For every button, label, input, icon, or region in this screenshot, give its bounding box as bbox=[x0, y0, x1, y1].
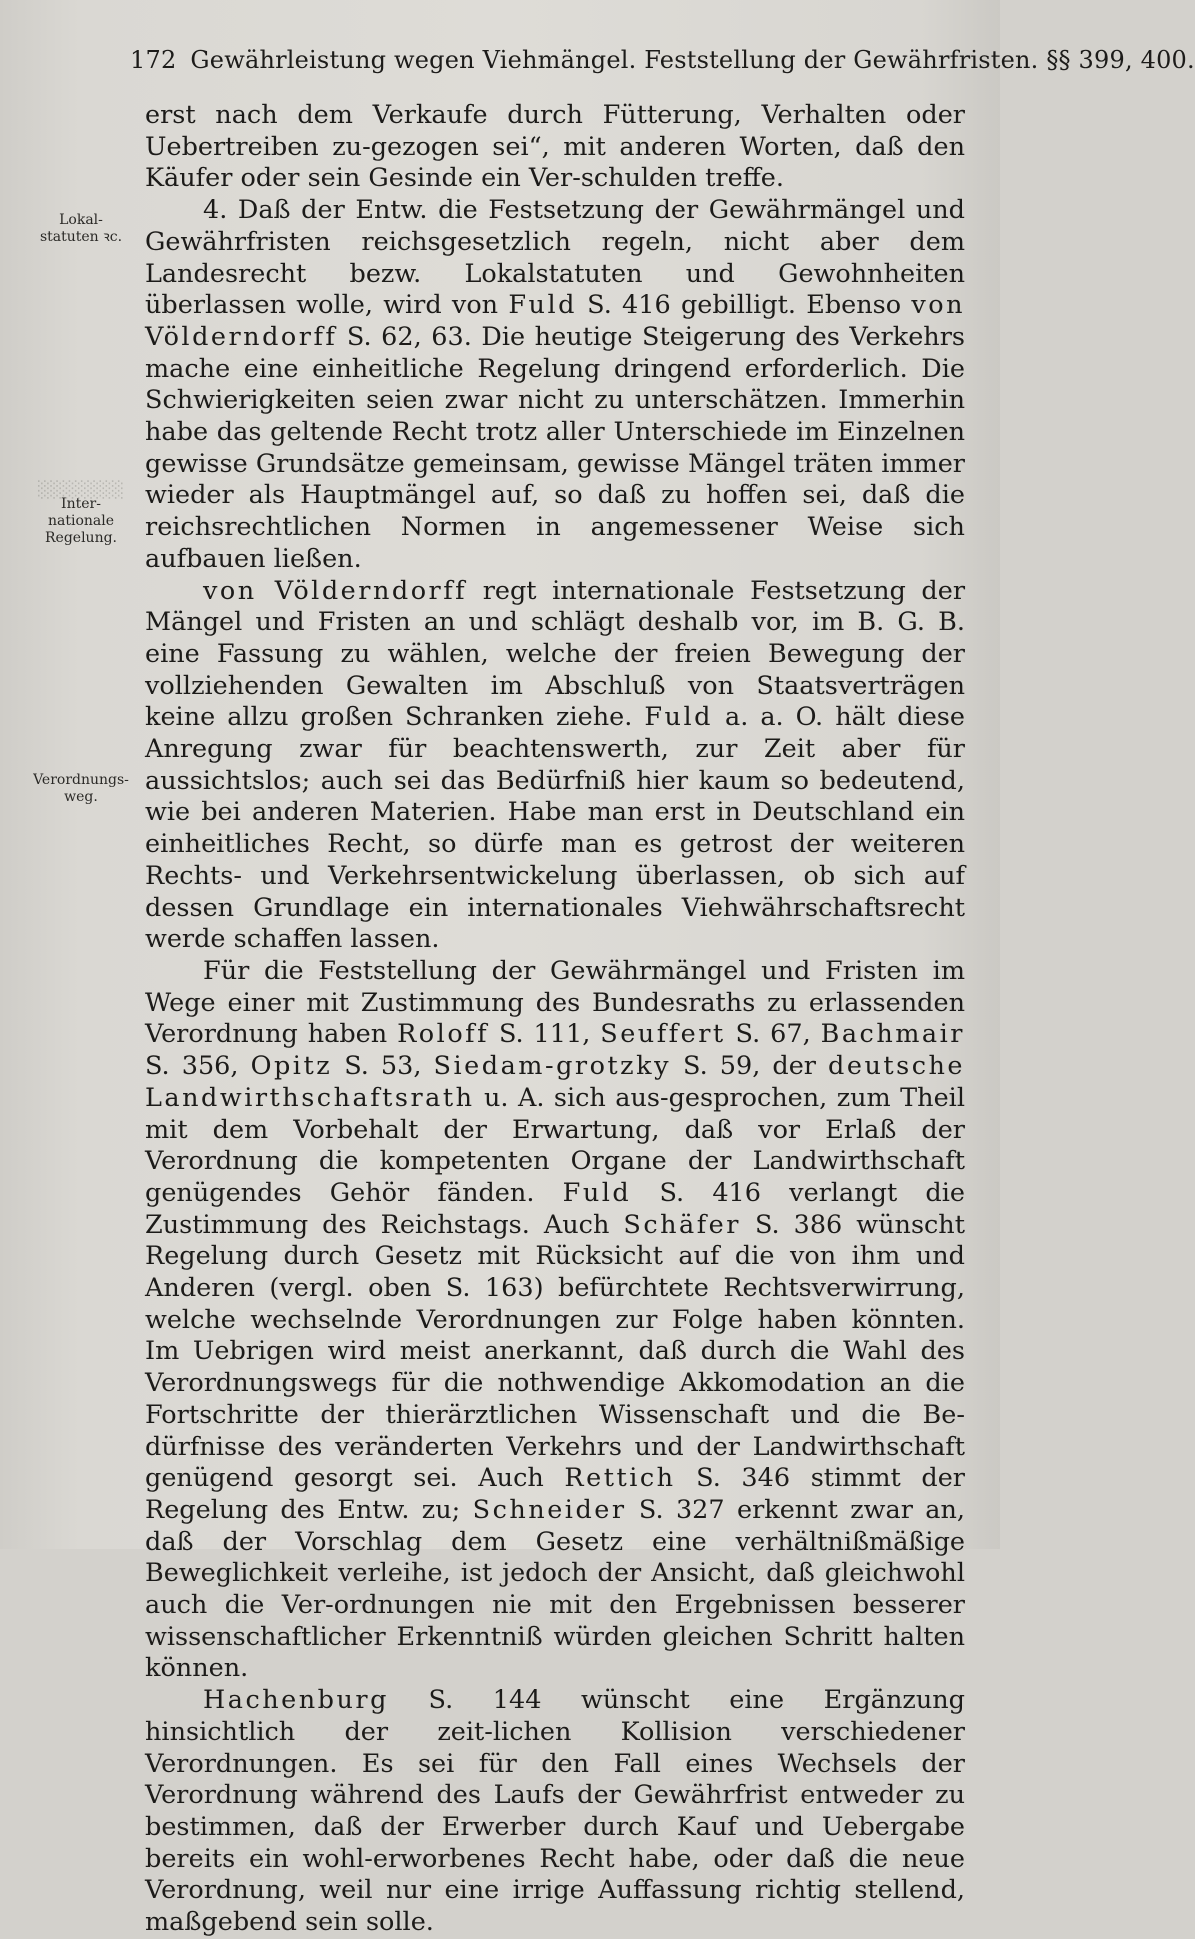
margin-note-lokalstatuten: Lokal- statuten ꝛc. bbox=[39, 212, 123, 245]
author-name: Schneider bbox=[472, 1494, 627, 1525]
paragraph bbox=[145, 100, 965, 195]
text-run: S. 59, der bbox=[670, 1051, 829, 1082]
author-name: Hachenburg bbox=[203, 1685, 389, 1716]
text-run: S. 62, 63. Die heutige Steigerung des Verkehrs mache eine einheitliche Regelung dringend erforderlich. Die Schwierigkeiten seien zwar nicht zu unterschätzen. Immerhin habe das geltende Recht trotz aller Unterschiede im Einzelnen gewisse Grundsätze gemeinsam, gewisse Mängel träten immer wieder als Hauptmängel auf, so daß zu hoffen sei, daß die reichsrechtlichen Normen in angemessener Weise sich aufbauen ließen. bbox=[145, 321, 965, 574]
author-name: Schäfer bbox=[623, 1209, 741, 1240]
text-run: erst nach dem Verkaufe durch Fütterung, Verhalten oder Uebertreiben zu-gezogen sei“, mit anderen Worten, daß den Käufer oder sein Gesinde ein Ver-schulden treffe. bbox=[145, 100, 965, 194]
text-run: S. 144 wünscht eine Ergänzung hinsichtlich der zeit-lichen Kollision verschiedener Verordnungen. Es sei für den Fall eines Wechsels der Verordnung während des Laufs der Gewährfrist entweder zu bestimmen, daß der Erwerber durch Kauf und Uebergabe bereits ein wohl-erworbenes Recht habe, oder daß die neue Verordnung, weil nur eine irrige Auffassung richtig stellend, maßgebend sein solle. bbox=[145, 1685, 965, 1938]
text-run: S. 346 stimmt der Regelung des Entw. zu; bbox=[145, 1463, 965, 1525]
author-name: Roloff bbox=[397, 1019, 490, 1050]
paragraph bbox=[145, 956, 965, 1685]
text-run: Für die Feststellung der Gewährmängel und Fristen im Wege einer mit Zustimmung des Bundesraths zu erlassenden Verordnung haben bbox=[145, 955, 965, 1050]
text-run: S. 67, bbox=[725, 1019, 821, 1050]
text-run: S. 327 erkennt zwar an, daß der Vorschlag dem Gesetz eine verhältnißmäßige Beweglichkeit verleihe, ist jedoch der Ansicht, daß gleichwohl auch die Ver-ordnungen nie mit den Ergebnissen besserer wissenschaftlicher Erkenntniß würden gleichen Schritt halten können. bbox=[145, 1494, 965, 1684]
text-run: regt internationale Festsetzung der Mängel und Fristen an und schlägt deshalb vor, im B. G. B. eine Fassung zu wählen, welche der freien Bewegung der vollziehenden Gewalten im Abschluß von Staatsverträgen keine allzu großen Schranken ziehe. bbox=[145, 575, 966, 733]
text-run: S. 416 gebilligt. Ebenso bbox=[576, 290, 912, 321]
paragraph bbox=[145, 576, 965, 956]
text-run: S. 111, bbox=[489, 1019, 601, 1050]
author-name: von Völderndorff bbox=[203, 575, 468, 606]
paragraph bbox=[145, 195, 965, 575]
text-run: S. 53, bbox=[332, 1051, 434, 1082]
author-name: Opitz bbox=[250, 1051, 333, 1082]
text-run: S. 416 verlangt die Zustimmung des Reichstags. Auch bbox=[145, 1177, 965, 1240]
author-name: Rettich bbox=[564, 1463, 676, 1494]
margin-note-verordnungsweg: Verordnungs- weg. bbox=[33, 772, 129, 805]
text-run: S. 386 wünscht Regelung durch Gesetz mit Rücksicht auf die von ihm und Anderen (vergl. oben S. 163) befürchtete Rechtsverwirrung, welche wechselnde Verordnungen zur Folge haben könnten. Im Uebrigen wird meist anerkannt, daß durch die Wahl des Verordnungswegs für die nothwendige Akkomodation an die Fortschritte der thierärztlichen Wissenschaft und die Be-dürfnisse des veränderten Verkehrs und der Landwirthschaft genügend gesorgt sei. Auch bbox=[145, 1209, 965, 1494]
author-name: Fuld bbox=[644, 702, 713, 733]
author-name: Fuld bbox=[508, 290, 577, 321]
text-run: a. a. O. hält diese Anregung zwar für beachtenswerth, zur Zeit aber für aussichtslos; auch sei das Bedürfniß hier kaum so bedeutend, wie bei anderen Materien. Habe man erst in Deutschland ein einheitliches Recht, so dürfe man es getrost der weiteren Rechts- und Verkehrsentwickelung überlassen, ob sich auf dessen Grundlage ein internationales Viehwährschaftsrecht werde schaffen lassen. bbox=[145, 702, 965, 955]
running-header bbox=[130, 40, 1195, 80]
author-name: Seuffert bbox=[600, 1019, 726, 1050]
bleed-through-text: ░░░░░░░ bbox=[38, 480, 125, 499]
running-title: Gewährleistung wegen Viehmängel. Feststellung der Gewährfristen. §§ 399, 400. bbox=[190, 46, 1195, 74]
author-name: Bachmair bbox=[820, 1019, 965, 1050]
text-run: 4. Daß der Entw. die Festsetzung der Gewährmängel und Gewährfristen reichsgesetzlich regeln, nicht aber dem Landesrecht bezw. Lokalstatuten und Gewohnheiten überlassen wolle, wird von bbox=[145, 195, 965, 321]
text-run: S. 356, bbox=[145, 1051, 251, 1082]
margin-note-internationale-regelung: Inter- nationale Regelung. bbox=[45, 496, 117, 546]
author-name: Siedam-grotzky bbox=[433, 1051, 671, 1082]
author-name: von Völderndorff bbox=[145, 290, 965, 352]
page-number: 172 bbox=[130, 46, 177, 74]
author-name: deutsche Landwirthschaftsrath bbox=[145, 1051, 965, 1113]
paragraph bbox=[145, 1685, 965, 1939]
body-text bbox=[145, 100, 965, 1939]
author-name: Fuld bbox=[562, 1177, 632, 1208]
text-run: u. A. sich aus-gesprochen, zum Theil mit dem Vorbehalt der Erwartung, daß vor Erlaß der Verordnung die kompetenten Organe der Landwirthschaft genügendes Gehör fänden. bbox=[145, 1082, 965, 1208]
